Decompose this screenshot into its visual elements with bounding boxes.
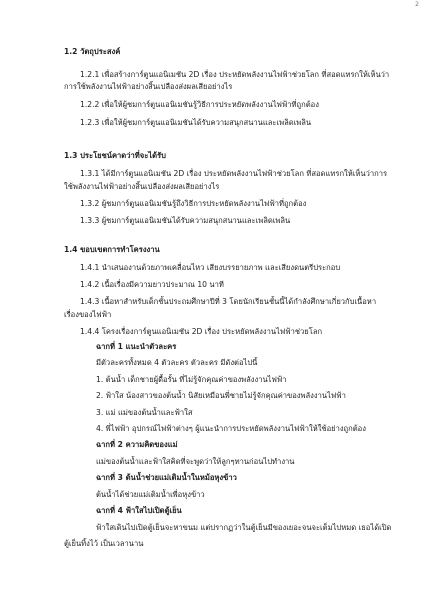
para-1-4-2: 1.4.2 เนื้อเรื่องมีความยาวประมาณ 10 นาที: [80, 280, 224, 289]
scene-4-text-cont: ตู้เย็นทิ้งไว้ เป็นเวลานาน: [64, 539, 144, 548]
para-1-3-1-cont: ใช้พลังงานไฟฟ้าอย่างสิ้นเปลืองส่งผลเสียอย่างไร: [64, 182, 220, 191]
para-1-4-3: 1.4.3 เนื้อหาสำหรับเด็กชั้นประถมศึกษาปีที่ 3 โดยนักเรียนชั้นนี้ได้กำลังศึกษาเกี่ยวกับเนื้อหา: [80, 297, 377, 306]
para-1-4-4: 1.4.4 โครงเรื่องการ์ตูนแอนิเมชัน 2D เรื่อง ประหยัดพลังงานไฟฟ้าช่วยโลก: [80, 327, 323, 336]
heading-1-3: 1.3 ประโยชน์คาดว่าที่จะได้รับ: [64, 151, 166, 160]
heading-1-2: 1.2 วัตถุประสงค์: [64, 47, 121, 56]
heading-1-4: 1.4 ขอบเขตการทำโครงงาน: [64, 245, 160, 254]
para-1-2-1: 1.2.1 เพื่อสร้างการ์ตูนแอนิเมชัน 2D เรื่อง ประหยัดพลังงานไฟฟ้าช่วยโลก ที่สอดแทรกให้เห็นว่า: [80, 70, 390, 79]
para-1-2-1-cont: การใช้พลังงานไฟฟ้าอย่างสิ้นเปลืองส่งผลเสียอย่างไร: [64, 82, 233, 91]
para-1-4-1: 1.4.1 นำเสนองานด้วยภาพเคลื่อนไหว เสียงบรรยายภาพ และเสียงดนตรีประกอบ: [80, 263, 341, 272]
para-1-2-3: 1.2.3 เพื่อให้ผู้ชมการ์ตูนแอนิเมชันได้รับความสนุกสนานและเพลิดเพลิน: [80, 118, 312, 127]
scene-2-title: ฉากที่ 2 ความคิดของแม่: [96, 440, 178, 449]
scene-2-text: แม่ของต้นน้ำและฟ้าใสคิดที่จะพูดว่าให้ลูกๆทานก่อนไปทำงาน: [96, 457, 295, 466]
scene-3-title: ฉากที่ 3 ต้นน้ำช่วยแม่เติมน้ำในหม้อหุงข้าว: [96, 473, 237, 482]
character-4: 4. พี่ไฟฟ้า อุปกรณ์ไฟฟ้าต่างๆ ผู้แนะนำการประหยัดพลังงานไฟฟ้าให้ใช้อย่างถูกต้อง: [96, 424, 366, 433]
page-number: 2: [415, 1, 419, 8]
para-1-3-1: 1.3.1 ได้มีการ์ตูนแอนิเมชัน 2D เรื่อง ประหยัดพลังงานไฟฟ้าช่วยโลก ที่สอดแทรกให้เห็นว่าการ: [80, 169, 388, 178]
character-3: 3. แม่ แม่ของต้นน้ำและฟ้าใส: [96, 408, 193, 417]
characters-intro: มีตัวละครทั้งหมด 4 ตัวละคร ตัวละคร มีดังต่อไปนี้: [96, 358, 258, 367]
para-1-2-2: 1.2.2 เพื่อให้ผู้ชมการ์ตูนแอนิเมชันรู้วิธีการประหยัดพลังงานไฟฟ้าที่ถูกต้อง: [80, 100, 319, 109]
para-1-3-2: 1.3.2 ผู้ชมการ์ตูนแอนิเมชันรู้ถึงวิธีการประหยัดพลังงานไฟฟ้าที่ถูกต้อง: [80, 199, 307, 208]
scene-3-text: ต้นน้ำได้ช่วยแม่เติมน้ำเพื่อหุงข้าว: [96, 490, 205, 499]
scene-4-text: ฟ้าใสเดินไปเปิดตู้เย็นจะหาขนม แต่ปรากฏว่าในตู้เย็นมีของเยอะจนจะเต็มไปหมด เธอได้เปิด: [96, 523, 392, 532]
para-1-3-3: 1.3.3 ผู้ชมการ์ตูนแอนิเมชันได้รับความสนุกสนานและเพลิดเพลิน: [80, 216, 291, 225]
scene-1-title: ฉากที่ 1 แนะนำตัวละคร: [96, 342, 177, 351]
para-1-4-3-cont: เรื่องของไฟฟ้า: [64, 310, 112, 319]
scene-4-title: ฉากที่ 4 ฟ้าใสไปเปิดตู้เย็น: [96, 506, 182, 515]
character-2: 2. ฟ้าใส น้องสาวของต้นน้ำ นิสัยเหมือนพี่ชายไม่รู้จักคุณค่าของพลังงานไฟฟ้า: [96, 391, 346, 400]
character-1: 1. ต้นน้ำ เด็กชายผู้ดื้อรั้น ที่ไม่รู้จักคุณค่าของพลังงานไฟฟ้า: [96, 375, 287, 384]
